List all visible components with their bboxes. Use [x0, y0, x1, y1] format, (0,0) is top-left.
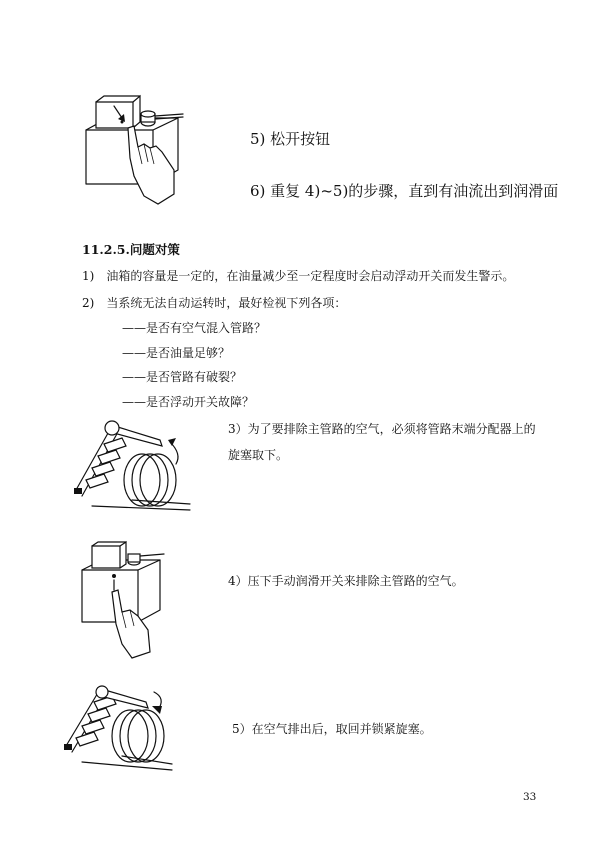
fig5-text: 5）在空气排出后，取回并锁紧旋塞。 [232, 722, 432, 736]
check-item-pipe: ——是否管路有破裂？ [122, 370, 243, 384]
fig4-text: 4）压下手动润滑开关来排除主管路的空气。 [228, 574, 464, 588]
distributor-wrench-illustration-1 [72, 418, 192, 518]
check-item-float-switch: ——是否浮动开关故障？ [122, 395, 255, 409]
list-item-1: 1) 油箱的容量是一定的，在油量减少至一定程度时会启动浮动开关而发生警示。 [82, 269, 515, 283]
pump-manual-switch-illustration [80, 540, 170, 660]
distributor-wrench-illustration-2 [62, 684, 182, 784]
top-step5-text: 5) 松开按钮 [250, 130, 331, 148]
check-item-air: ——是否有空气混入管路？ [122, 321, 267, 335]
pump-hand-illustration [78, 92, 188, 207]
fig3-text-line2: 旋塞取下。 [228, 448, 289, 462]
check-item-oil: ——是否油量足够？ [122, 346, 231, 360]
fig3-text-line1: 3）为了要排除主管路的空气，必须将管路末端分配器上的 [228, 422, 536, 436]
page-number: 33 [523, 791, 537, 803]
top-step6-text: 6) 重复 4)~5)的步骤，直到有油流出到润滑面 [250, 182, 559, 200]
list-item-2: 2) 当系统无法自动运转时，最好检视下列各项： [82, 296, 347, 310]
section-heading: 11.2.5.问题对策 [82, 242, 180, 257]
